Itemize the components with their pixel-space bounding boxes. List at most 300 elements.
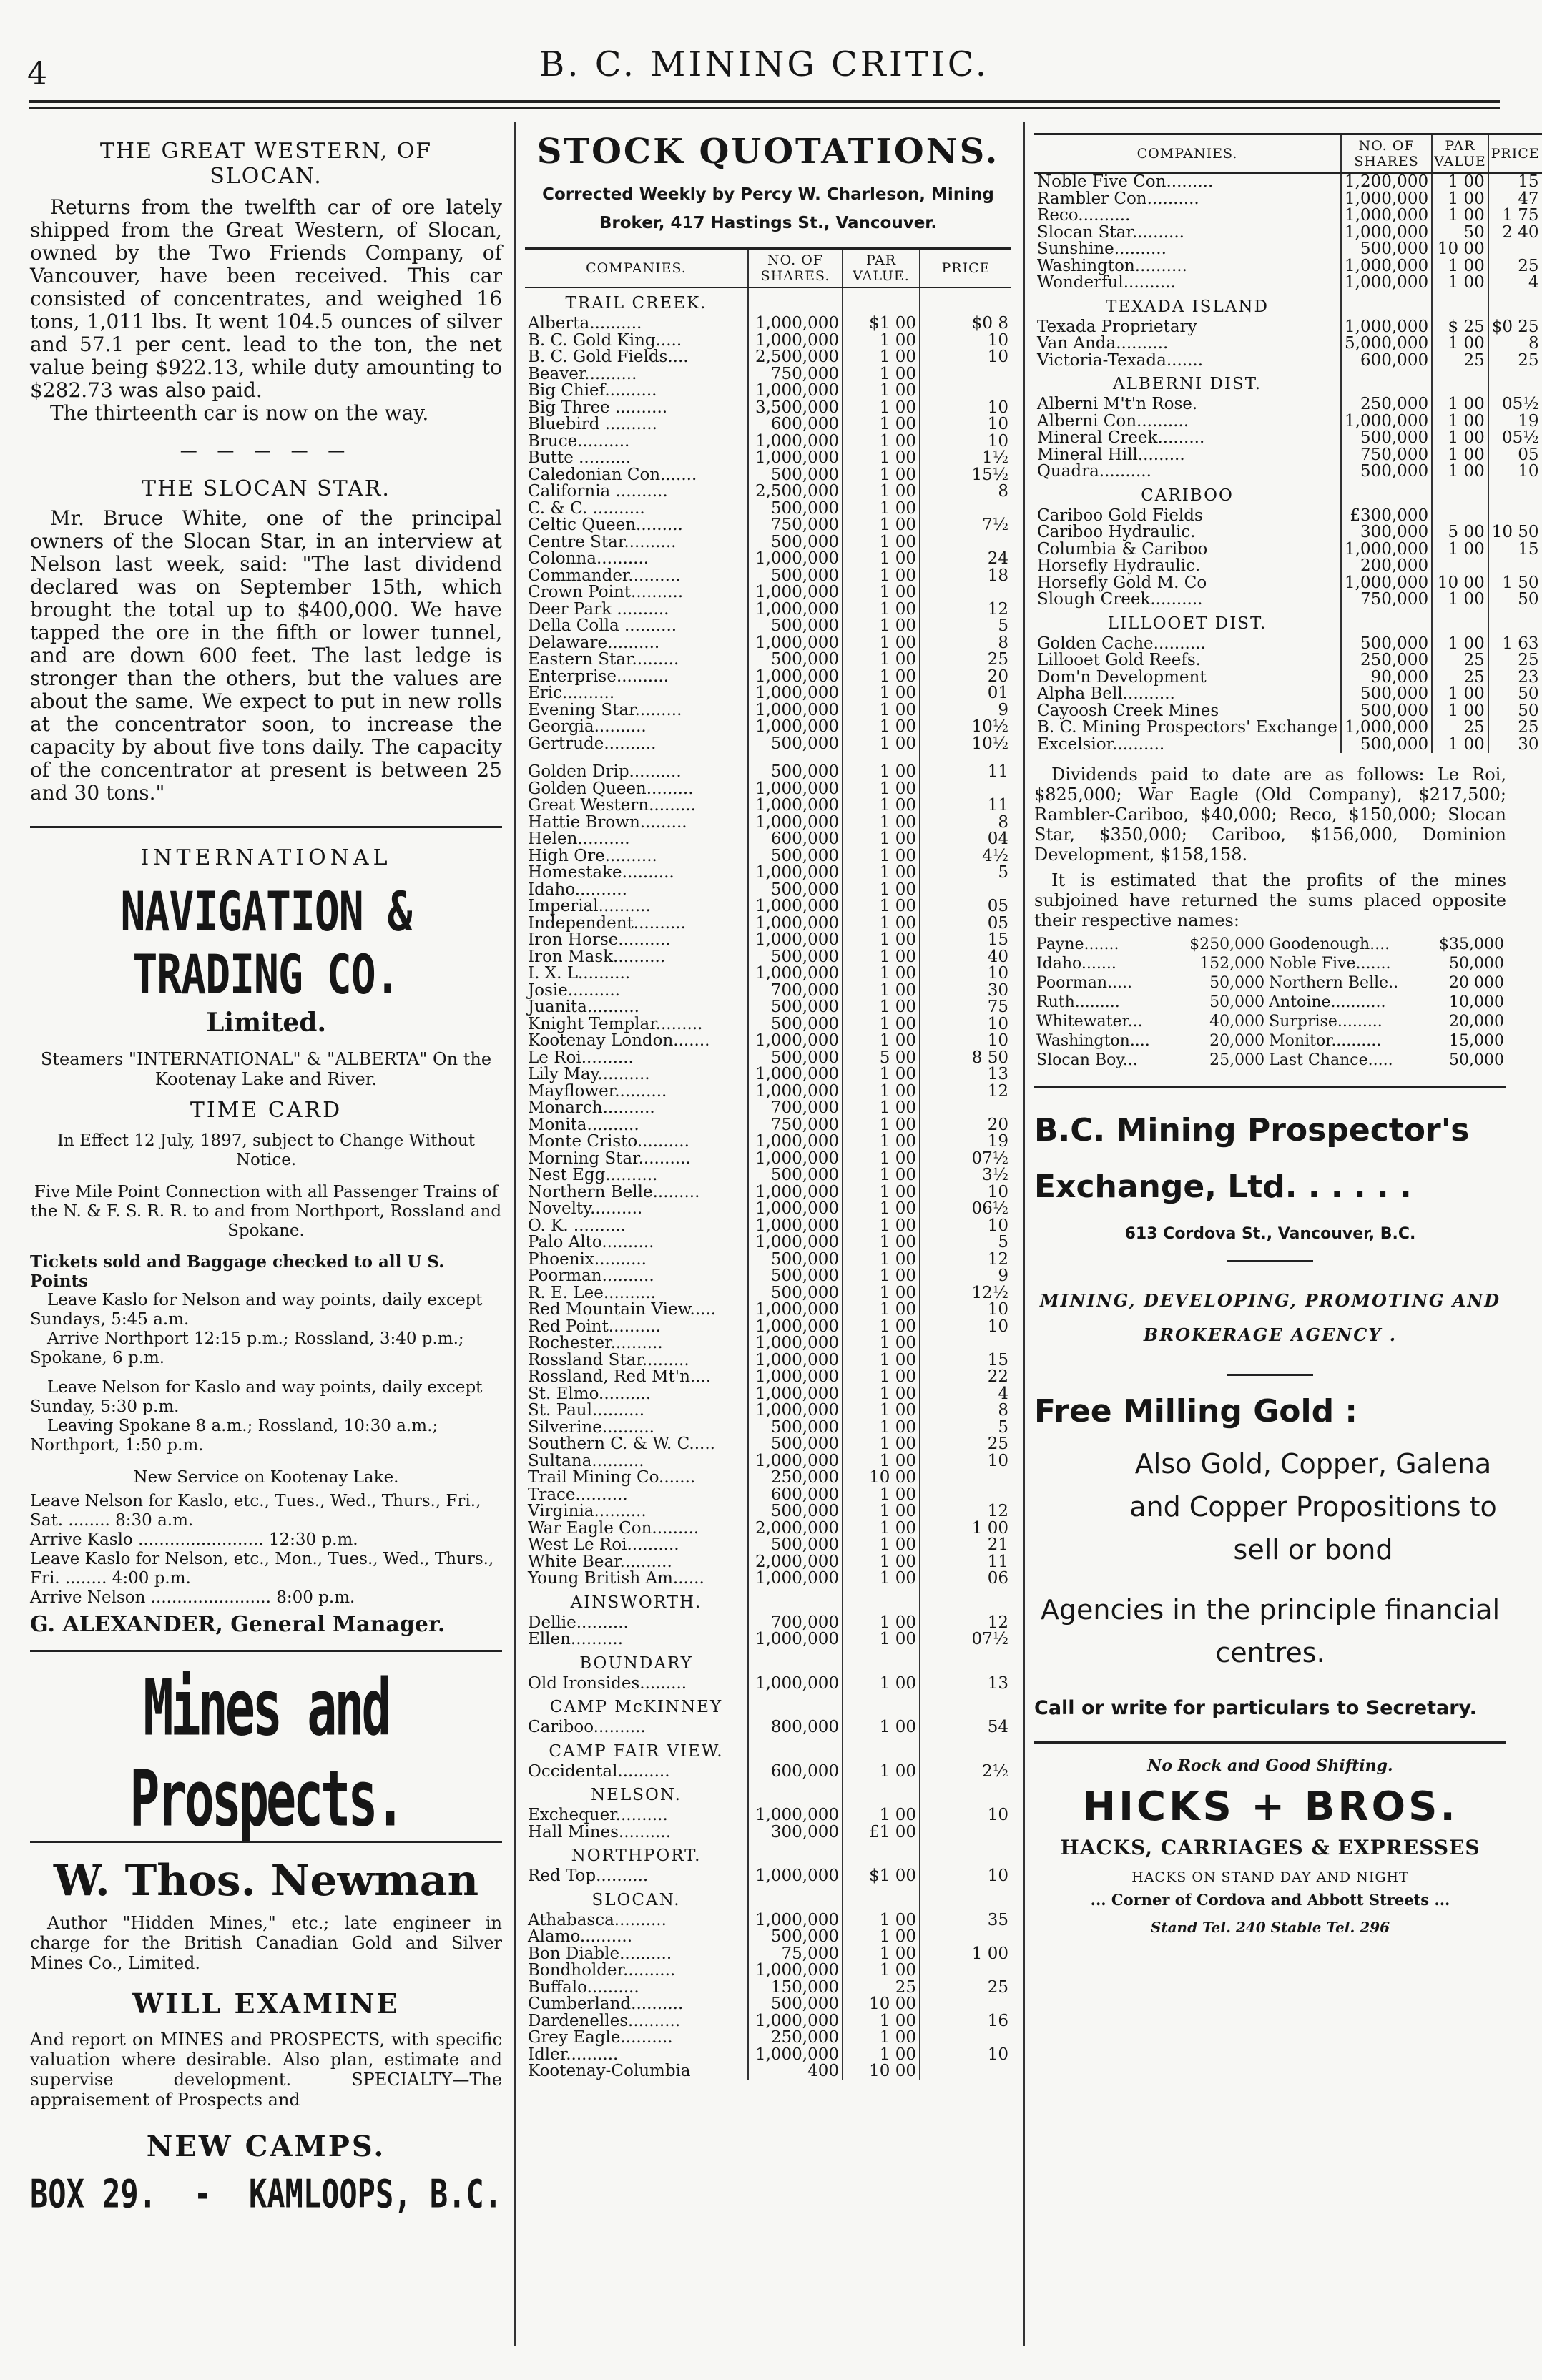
company-cell: Monita.......... bbox=[528, 1115, 639, 1134]
empty-cell bbox=[748, 1841, 843, 1868]
table-row bbox=[525, 736, 1011, 753]
shares-cell: 750,000 bbox=[1341, 591, 1432, 609]
shares-cell: 1,000,000 bbox=[1341, 258, 1432, 275]
par-value-cell: 1 00 bbox=[1432, 686, 1488, 703]
company-cell: Young British Am...... bbox=[528, 1569, 704, 1588]
company-cell: California .......... bbox=[528, 482, 668, 501]
price-cell: 2½ bbox=[920, 1764, 1011, 1781]
company-cell: Celtic Queen......... bbox=[528, 516, 683, 534]
par-value-cell: 1 00 bbox=[843, 1252, 920, 1269]
table-row bbox=[1034, 652, 1542, 669]
price-cell: 25 bbox=[920, 1980, 1011, 1997]
shares-cell: 1,000,000 bbox=[748, 2047, 843, 2064]
navigation-trading-title: NAVIGATION & TRADING CO. bbox=[120, 880, 412, 1007]
in-effect-text: In Effect 12 July, 1897, subject to Change Without Notice. bbox=[57, 1131, 476, 1169]
company-cell: Sultana.......... bbox=[528, 1451, 644, 1470]
table-row bbox=[525, 1252, 1011, 1269]
price-cell: 8 bbox=[920, 815, 1011, 832]
par-value-cell: 1 00 bbox=[843, 517, 920, 534]
corner-address-text: ... Corner of Cordova and Abbott Streets ... bbox=[1090, 1891, 1450, 1909]
company-cell: Grey Eagle.......... bbox=[528, 2028, 673, 2047]
par-value-cell: 1 00 bbox=[843, 1719, 920, 1736]
price-cell bbox=[920, 1996, 1011, 2013]
table-row bbox=[1034, 241, 1542, 258]
par-value-cell: 1 00 bbox=[1432, 396, 1488, 413]
mine-name: Slocan Boy... bbox=[1036, 1051, 1138, 1069]
table-row bbox=[525, 651, 1011, 669]
price-cell bbox=[1488, 558, 1542, 575]
table-row bbox=[525, 1807, 1011, 1824]
par-value-cell: 1 00 bbox=[843, 383, 920, 400]
par-value-cell: 1 00 bbox=[843, 1218, 920, 1235]
table-row bbox=[525, 1100, 1011, 1117]
shares-cell: 1,000,000 bbox=[748, 2013, 843, 2030]
empty-cell bbox=[843, 1841, 920, 1868]
company-cell: Idler.......... bbox=[528, 2045, 619, 2064]
company-cell: Novelty.......... bbox=[528, 1199, 643, 1218]
price-cell: 10 bbox=[920, 1453, 1011, 1470]
company-cell: Rambler Con.......... bbox=[1037, 189, 1199, 208]
par-value-cell: 1 00 bbox=[843, 635, 920, 652]
table-row bbox=[525, 333, 1011, 350]
par-value-cell: 1 00 bbox=[843, 551, 920, 568]
table-row bbox=[525, 1868, 1011, 1885]
price-cell: 05 bbox=[920, 915, 1011, 933]
price-cell: 25 bbox=[1488, 258, 1542, 275]
par-value-cell: 1 00 bbox=[843, 1676, 920, 1693]
table-row bbox=[525, 1402, 1011, 1420]
company-cell: Commander.......... bbox=[528, 566, 681, 585]
company-cell: Mineral Hill......... bbox=[1037, 445, 1185, 464]
par-value-cell: 1 00 bbox=[843, 1352, 920, 1370]
company-cell: Georgia.......... bbox=[528, 717, 647, 736]
price-cell: $0 25 bbox=[1488, 319, 1542, 336]
price-cell: 06½ bbox=[920, 1201, 1011, 1218]
shares-cell: 500,000 bbox=[748, 1996, 843, 2013]
price-cell: 12 bbox=[920, 1252, 1011, 1269]
company-cell: Cariboo Hydraulic. bbox=[1037, 523, 1196, 541]
par-value-cell: 1 00 bbox=[843, 1151, 920, 1168]
profit-row bbox=[1034, 1012, 1506, 1031]
empty-cell bbox=[1488, 369, 1542, 396]
schedule-6: Arrive Kaslo ........................ 12:30 p.m. bbox=[30, 1530, 358, 1549]
price-cell: 10½ bbox=[920, 736, 1011, 753]
company-cell: Poorman.......... bbox=[528, 1267, 654, 1285]
company-cell: B. C. Mining Prospectors' Exchange bbox=[1037, 718, 1338, 737]
shares-cell: 500,000 bbox=[1341, 686, 1432, 703]
shares-cell: 500,000 bbox=[748, 1167, 843, 1184]
price-cell: 35 bbox=[920, 1912, 1011, 1929]
table-row bbox=[525, 1184, 1011, 1201]
price-cell: 25 bbox=[1488, 652, 1542, 669]
table-row bbox=[1034, 225, 1542, 242]
company-cell: Victoria-Texada....... bbox=[1037, 350, 1204, 370]
call-write-text: Call or write for particulars to Secretary. bbox=[1034, 1697, 1477, 1719]
mine-profit: 40,000 bbox=[1209, 1013, 1265, 1031]
table-row bbox=[525, 1996, 1011, 2013]
price-cell bbox=[920, 2063, 1011, 2080]
price-cell: 05½ bbox=[1488, 396, 1542, 413]
table-row bbox=[525, 1764, 1011, 1781]
stock-quotations-column bbox=[525, 129, 1011, 2080]
empty-cell bbox=[920, 1588, 1011, 1615]
par-value-cell: 1 00 bbox=[843, 1285, 920, 1302]
par-value-cell: 10 00 bbox=[1432, 575, 1488, 592]
shares-cell: 1,000,000 bbox=[1341, 541, 1432, 559]
empty-cell bbox=[920, 1692, 1011, 1719]
shares-cell: 1,000,000 bbox=[748, 815, 843, 832]
table-row bbox=[525, 1980, 1011, 1997]
price-cell: 25 bbox=[1488, 719, 1542, 737]
company-cell: Rossland Star......... bbox=[528, 1350, 689, 1370]
shares-cell: 750,000 bbox=[748, 517, 843, 534]
right-header-companies: COMPANIES. bbox=[1034, 134, 1341, 174]
shares-cell: 500,000 bbox=[748, 501, 843, 518]
price-cell: 10 bbox=[920, 2047, 1011, 2064]
price-cell: 20 bbox=[920, 669, 1011, 686]
shares-cell: 250,000 bbox=[748, 1470, 843, 1487]
section-rule bbox=[30, 826, 502, 828]
table-row bbox=[525, 965, 1011, 983]
company-cell: Slocan Star.......... bbox=[1037, 222, 1184, 242]
par-value-cell: 1 00 bbox=[843, 1537, 920, 1554]
mine-profit: 20,000 bbox=[1209, 1032, 1265, 1050]
mine-name: Goodenough.... bbox=[1269, 935, 1390, 953]
table-row bbox=[525, 932, 1011, 949]
table-row bbox=[1034, 396, 1542, 413]
shares-cell: 1,000,000 bbox=[748, 1369, 843, 1386]
company-cell: Evening Star......... bbox=[528, 700, 682, 719]
shares-cell: 500,000 bbox=[748, 1503, 843, 1520]
table-row bbox=[525, 1218, 1011, 1235]
company-cell: Golden Drip.......... bbox=[528, 762, 682, 781]
mine-profit: $35,000 bbox=[1439, 935, 1504, 953]
par-value-cell: 1 00 bbox=[843, 1268, 920, 1285]
price-cell: 25 bbox=[1488, 353, 1542, 370]
short-rule bbox=[1227, 1260, 1313, 1262]
empty-cell bbox=[920, 1648, 1011, 1676]
empty-cell bbox=[748, 1588, 843, 1615]
shares-cell: 500,000 bbox=[748, 882, 843, 899]
par-value-cell: 1 00 bbox=[843, 433, 920, 451]
par-value-cell: 1 00 bbox=[843, 1487, 920, 1504]
shares-cell: 400 bbox=[748, 2063, 843, 2080]
shares-cell: 500,000 bbox=[748, 1016, 843, 1033]
mine-name: Ruth......... bbox=[1036, 993, 1120, 1011]
table-row bbox=[525, 1117, 1011, 1134]
price-cell: 9 bbox=[920, 702, 1011, 719]
steamers-text: Steamers "INTERNATIONAL" & "ALBERTA" On the Kootenay Lake and River. bbox=[40, 1049, 492, 1089]
section-heading: CARIBOO bbox=[1141, 486, 1234, 505]
company-cell: O. K. .......... bbox=[528, 1216, 627, 1235]
price-cell: 06 bbox=[920, 1570, 1011, 1588]
schedule-8: Arrive Nelson ....................... 8:00 p.m. bbox=[30, 1588, 355, 1607]
section-heading-row bbox=[525, 1692, 1011, 1719]
par-value-cell: $ 25 bbox=[1432, 319, 1488, 336]
section-heading: TRAIL CREEK. bbox=[565, 294, 707, 313]
shares-cell: 1,000,000 bbox=[748, 1868, 843, 1885]
header-par-value: PAR VALUE. bbox=[843, 249, 920, 288]
price-cell: 40 bbox=[920, 949, 1011, 966]
dividends-text: Dividends paid to date are as follows: Le Roi, $825,000; War Eagle (Old Company), $217,500; Rambler-Cariboo, $40,000; Reco, $150,000; Slocan Star, $350,000; Cariboo, $156,000, Dominion Development, $158,158. bbox=[1034, 764, 1506, 865]
empty-cell bbox=[1432, 369, 1488, 396]
par-value-cell: 1 00 bbox=[843, 898, 920, 915]
company-cell: Lillooet Gold Reefs. bbox=[1037, 651, 1201, 669]
empty-cell bbox=[748, 1736, 843, 1764]
company-cell: Kootenay-Columbia bbox=[528, 2062, 691, 2080]
section-heading-row bbox=[525, 1780, 1011, 1807]
shares-cell: 250,000 bbox=[1341, 652, 1432, 669]
mine-profit: 10,000 bbox=[1449, 993, 1504, 1011]
price-cell bbox=[920, 1470, 1011, 1487]
price-cell bbox=[920, 584, 1011, 601]
par-value-cell: 10 00 bbox=[843, 1996, 920, 2013]
price-cell: 8 50 bbox=[920, 1050, 1011, 1067]
empty-cell bbox=[920, 1885, 1011, 1912]
shares-cell: 500,000 bbox=[748, 764, 843, 781]
shares-cell: 500,000 bbox=[1341, 241, 1432, 258]
price-cell: 50 bbox=[1488, 703, 1542, 720]
hicks-bros-title: HICKS + BROS. bbox=[1082, 1784, 1458, 1830]
par-value-cell: 1 00 bbox=[843, 333, 920, 350]
price-cell: 54 bbox=[920, 1719, 1011, 1736]
empty-cell bbox=[748, 1692, 843, 1719]
par-value-cell: 1 00 bbox=[843, 1386, 920, 1403]
table-row bbox=[525, 1352, 1011, 1370]
par-value-cell: 1 00 bbox=[843, 702, 920, 719]
shares-cell: 1,000,000 bbox=[748, 333, 843, 350]
price-cell: 05 bbox=[920, 898, 1011, 915]
company-cell: Cariboo.......... bbox=[528, 1718, 646, 1736]
slocan-star-title: THE SLOCAN STAR. bbox=[142, 476, 391, 501]
mine-profit: 50,000 bbox=[1449, 1051, 1504, 1069]
company-cell: Golden Cache.......... bbox=[1037, 634, 1206, 653]
company-cell: Palo Alto.......... bbox=[528, 1233, 654, 1252]
shares-cell: 1,000,000 bbox=[1341, 413, 1432, 431]
profit-row bbox=[1034, 993, 1506, 1012]
par-value-cell: 1 00 bbox=[1432, 413, 1488, 431]
profit-row bbox=[1034, 973, 1506, 993]
table-row bbox=[1034, 335, 1542, 353]
shares-cell: 500,000 bbox=[748, 1050, 843, 1067]
table-row bbox=[525, 1083, 1011, 1101]
par-value-cell: 1 00 bbox=[843, 1234, 920, 1252]
company-cell: Delaware.......... bbox=[528, 633, 660, 652]
shares-cell: 1,000,000 bbox=[1341, 575, 1432, 592]
shares-cell: 1,000,000 bbox=[748, 1631, 843, 1648]
price-cell: 11 bbox=[920, 1554, 1011, 1571]
table-row bbox=[525, 1151, 1011, 1168]
par-value-cell: 1 00 bbox=[843, 1570, 920, 1588]
shares-cell: 1,000,000 bbox=[748, 669, 843, 686]
left-column bbox=[30, 129, 502, 2217]
company-cell: Big Chief.......... bbox=[528, 381, 657, 400]
shares-cell: 500,000 bbox=[748, 736, 843, 753]
price-cell bbox=[920, 1824, 1011, 1841]
company-cell: Trace.......... bbox=[528, 1485, 628, 1504]
company-cell: Athabasca.......... bbox=[528, 1910, 667, 1929]
shares-cell: 500,000 bbox=[748, 848, 843, 865]
par-value-cell: £1 00 bbox=[843, 1824, 920, 1841]
shares-cell: 1,000,000 bbox=[1341, 275, 1432, 292]
table-row bbox=[525, 1631, 1011, 1648]
table-row bbox=[1034, 447, 1542, 464]
table-row bbox=[525, 719, 1011, 736]
table-row bbox=[525, 1929, 1011, 1946]
shares-cell: 500,000 bbox=[748, 1929, 843, 1946]
price-cell: 15½ bbox=[920, 467, 1011, 484]
shares-cell: 300,000 bbox=[1341, 524, 1432, 541]
par-value-cell: 1 00 bbox=[843, 568, 920, 585]
table-row bbox=[525, 2063, 1011, 2080]
table-row bbox=[1034, 275, 1542, 292]
company-cell: Eastern Star......... bbox=[528, 650, 679, 669]
par-value-cell: 1 00 bbox=[843, 1962, 920, 1980]
par-value-cell: 1 00 bbox=[843, 1420, 920, 1437]
table-row bbox=[525, 1050, 1011, 1067]
par-value-cell: 1 00 bbox=[843, 999, 920, 1016]
company-cell: Gertrude.......... bbox=[528, 734, 657, 753]
new-service-heading: New Service on Kootenay Lake. bbox=[133, 1468, 399, 1487]
par-value-cell: 1 00 bbox=[1432, 258, 1488, 275]
masthead: B. C. MINING CRITIC. bbox=[539, 44, 990, 84]
price-cell: 11 bbox=[920, 797, 1011, 815]
company-cell: Centre Star.......... bbox=[528, 532, 677, 551]
par-value-cell: 5 00 bbox=[843, 1050, 920, 1067]
empty-cell bbox=[1488, 481, 1542, 508]
company-cell: Great Western......... bbox=[528, 796, 696, 815]
company-cell: Golden Queen......... bbox=[528, 779, 694, 798]
shares-cell: 1,000,000 bbox=[748, 635, 843, 652]
company-cell: Trail Mining Co....... bbox=[528, 1468, 696, 1487]
shares-cell: 1,000,000 bbox=[748, 685, 843, 702]
company-cell: Red Mountain View..... bbox=[528, 1300, 717, 1319]
schedule-3: Leave Nelson for Kaslo and way points, daily except Sunday, 5:30 p.m. bbox=[30, 1378, 483, 1416]
par-value-cell: 1 00 bbox=[843, 1503, 920, 1520]
company-cell: Silverine.......... bbox=[528, 1417, 654, 1437]
par-value-cell: 50 bbox=[1432, 225, 1488, 242]
company-cell: Le Roi.......... bbox=[528, 1048, 634, 1067]
table-row bbox=[525, 483, 1011, 501]
column-divider-right bbox=[1023, 122, 1025, 2346]
section-heading-row bbox=[1034, 292, 1542, 319]
shares-cell: 500,000 bbox=[1341, 703, 1432, 720]
table-row bbox=[525, 618, 1011, 635]
table-row bbox=[525, 568, 1011, 585]
price-cell: 10 bbox=[920, 1184, 1011, 1201]
price-cell: 8 bbox=[920, 483, 1011, 501]
par-value-cell: 1 00 bbox=[843, 865, 920, 882]
table-row bbox=[525, 635, 1011, 652]
table-row bbox=[525, 2013, 1011, 2030]
company-cell: Horsefly Hydraulic. bbox=[1037, 556, 1201, 575]
company-cell: B. C. Gold Fields.... bbox=[528, 348, 689, 366]
company-cell: Texada Proprietary bbox=[1037, 317, 1197, 336]
price-cell: 16 bbox=[920, 2013, 1011, 2030]
par-value-cell: 1 00 bbox=[1432, 591, 1488, 609]
par-value-cell: 1 00 bbox=[843, 1402, 920, 1420]
price-cell: 07½ bbox=[920, 1631, 1011, 1648]
price-cell: 4 bbox=[1488, 275, 1542, 292]
company-cell: Mayflower.......... bbox=[528, 1081, 667, 1101]
section-heading-row bbox=[525, 1736, 1011, 1764]
table-row bbox=[525, 797, 1011, 815]
company-cell: R. E. Lee.......... bbox=[528, 1283, 656, 1302]
table-row bbox=[525, 315, 1011, 333]
par-value-cell: 25 bbox=[843, 1980, 920, 1997]
company-cell: Idaho.......... bbox=[528, 880, 627, 899]
mine-profit: 50,000 bbox=[1209, 974, 1265, 992]
mine-name: Last Chance..... bbox=[1269, 1051, 1393, 1069]
par-value-cell: 1 00 bbox=[843, 1083, 920, 1101]
company-cell: Homestake.......... bbox=[528, 863, 674, 882]
par-value-cell: 25 bbox=[1432, 669, 1488, 687]
agencies-text: Agencies in the principle financial centres. bbox=[1040, 1594, 1501, 1668]
par-value-cell: 1 00 bbox=[843, 719, 920, 736]
profit-row bbox=[1034, 935, 1506, 954]
mine-name: Washington.... bbox=[1036, 1032, 1150, 1050]
par-value-cell: 1 00 bbox=[843, 1302, 920, 1319]
price-cell: 10 bbox=[920, 1319, 1011, 1336]
price-cell: 13 bbox=[920, 1066, 1011, 1083]
empty-cell bbox=[920, 1736, 1011, 1764]
price-cell: 21 bbox=[920, 1537, 1011, 1554]
price-cell: 18 bbox=[920, 568, 1011, 585]
price-cell: 05½ bbox=[1488, 430, 1542, 447]
par-value-cell: 1 00 bbox=[1432, 207, 1488, 225]
par-value-cell: 10 00 bbox=[843, 2063, 920, 2080]
hacks-on-stand-text: HACKS ON STAND DAY AND NIGHT bbox=[1131, 1869, 1409, 1885]
par-value-cell: 1 00 bbox=[843, 601, 920, 619]
par-value-cell: 1 00 bbox=[1432, 173, 1488, 191]
international-heading: INTERNATIONAL bbox=[140, 845, 392, 870]
par-value-cell: 5 00 bbox=[1432, 524, 1488, 541]
table-row bbox=[525, 983, 1011, 1000]
shares-cell: 1,000,000 bbox=[748, 865, 843, 882]
empty-cell bbox=[1432, 292, 1488, 319]
table-row bbox=[525, 2030, 1011, 2047]
price-cell: 10 bbox=[920, 1016, 1011, 1033]
shares-cell: 600,000 bbox=[748, 1764, 843, 1781]
price-cell: 8 bbox=[920, 1402, 1011, 1420]
table-row bbox=[525, 702, 1011, 719]
company-cell: White Bear.......... bbox=[528, 1552, 672, 1571]
no-rock-text: No Rock and Good Shifting. bbox=[1147, 1756, 1393, 1775]
shares-cell: 700,000 bbox=[748, 1615, 843, 1632]
will-examine-heading: WILL EXAMINE bbox=[132, 1987, 400, 2020]
shares-cell: 2,500,000 bbox=[748, 349, 843, 366]
shares-cell: 75,000 bbox=[748, 1946, 843, 1963]
table-row bbox=[525, 501, 1011, 518]
price-cell: 10 bbox=[920, 1807, 1011, 1824]
price-cell: 10 bbox=[920, 965, 1011, 983]
table-row bbox=[525, 1453, 1011, 1470]
table-row bbox=[1034, 541, 1542, 559]
shares-cell: 750,000 bbox=[748, 1117, 843, 1134]
par-value-cell: 1 00 bbox=[843, 1929, 920, 1946]
shares-cell: 1,000,000 bbox=[1341, 225, 1432, 242]
price-cell: 25 bbox=[920, 1436, 1011, 1453]
mine-profit: 20,000 bbox=[1449, 1013, 1504, 1031]
stock-quotations-table bbox=[525, 247, 1011, 2080]
price-cell: 04 bbox=[920, 831, 1011, 848]
mines-prospects-title: Mines and Prospects. bbox=[129, 1662, 403, 1845]
schedule-5: Leave Nelson for Kaslo, etc., Tues., Wed., Thurs., Fri., Sat. ........ 8:30 a.m. bbox=[30, 1492, 481, 1530]
shares-cell: 600,000 bbox=[748, 1487, 843, 1504]
short-rule-2 bbox=[1227, 1374, 1313, 1376]
shares-cell: 1,000,000 bbox=[748, 383, 843, 400]
section-heading-row bbox=[525, 1841, 1011, 1868]
